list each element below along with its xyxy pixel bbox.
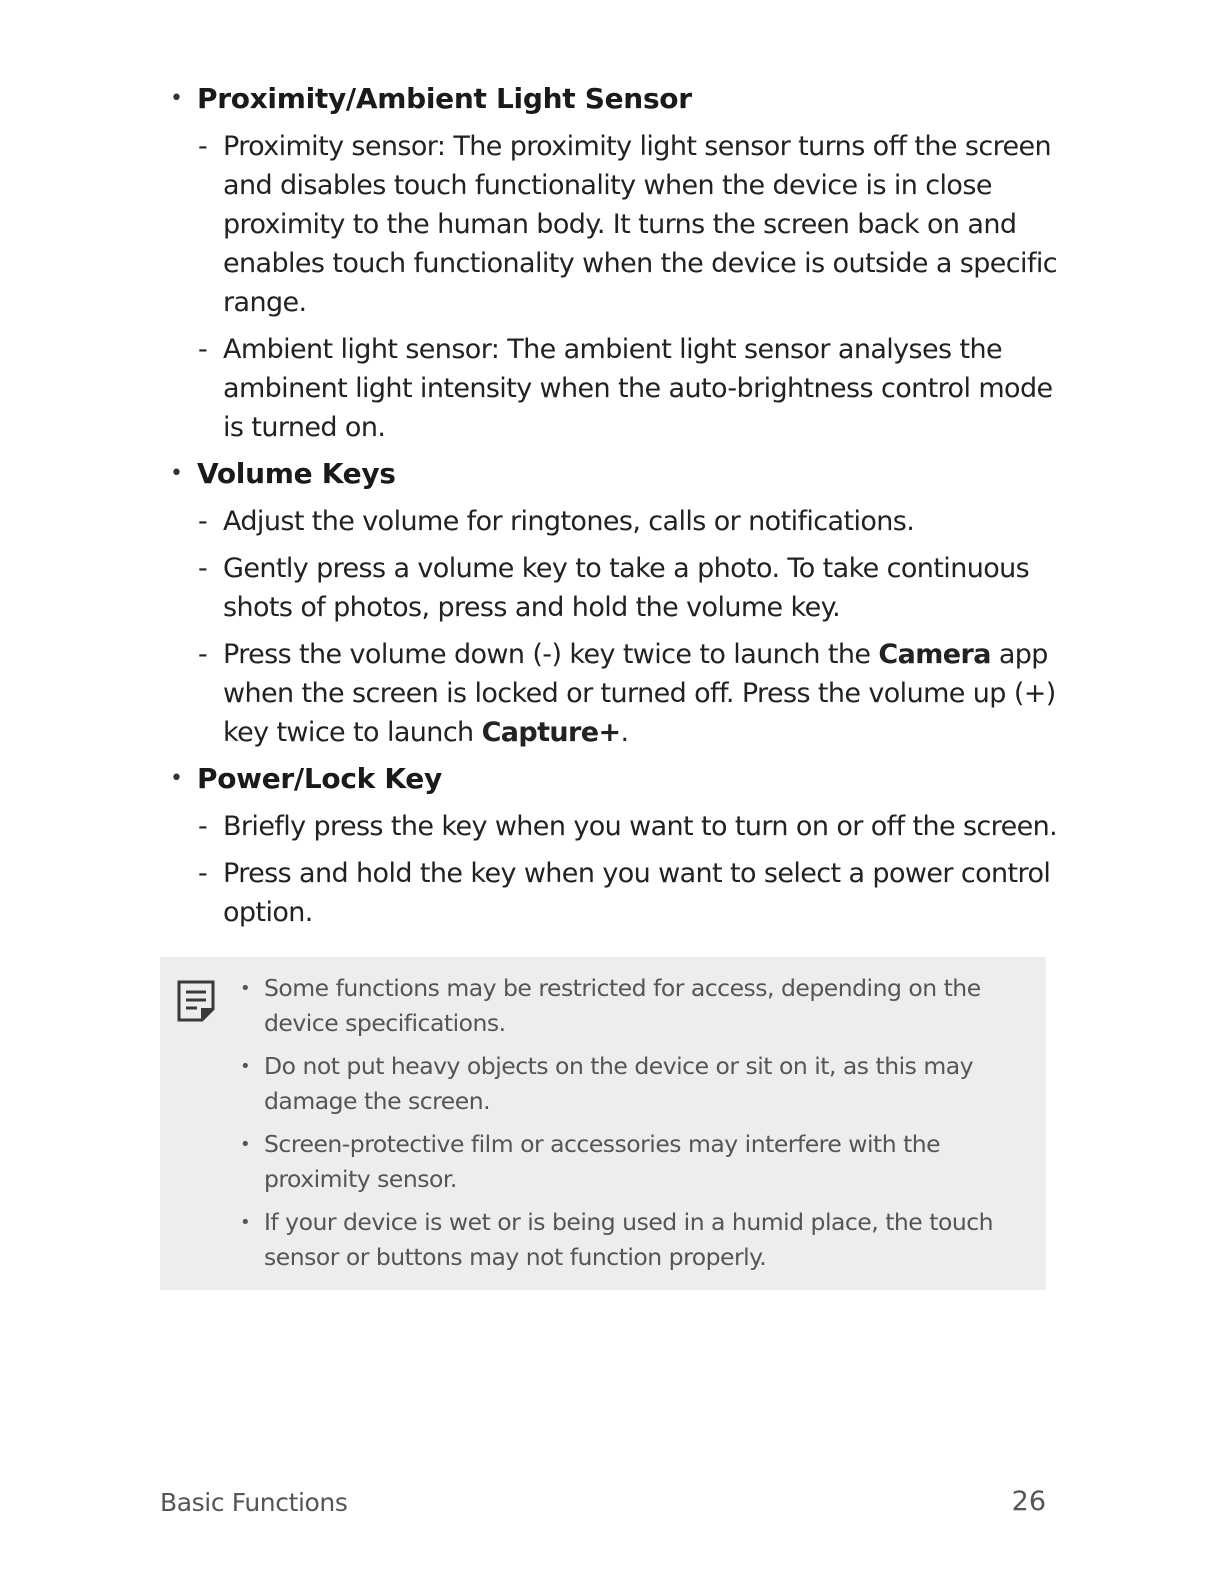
bullet: • bbox=[170, 766, 183, 791]
section-title bbox=[168, 455, 1058, 493]
page-number: 26 bbox=[1011, 1486, 1046, 1517]
sub-item-text-part: . bbox=[620, 717, 629, 748]
section-power-lock-key bbox=[168, 760, 1058, 932]
dash: - bbox=[198, 131, 208, 162]
sub-item-take-photo bbox=[168, 549, 1058, 627]
section-title-text: Power/Lock Key bbox=[197, 762, 442, 795]
note-box bbox=[160, 957, 1046, 1290]
camera-app-name: Camera bbox=[878, 639, 991, 670]
bullet: • bbox=[240, 1056, 251, 1077]
note-icon bbox=[176, 979, 216, 1023]
sub-item-text: Briefly press the key when you want to turn on or off the screen. bbox=[223, 811, 1058, 842]
sub-item-press-and-hold bbox=[168, 854, 1058, 932]
note-item-text: If your device is wet or is being used in a humid place, the touch sensor or buttons may not function properly. bbox=[264, 1208, 994, 1271]
note-item bbox=[236, 1049, 1016, 1119]
dash: - bbox=[198, 811, 208, 842]
sub-item-adjust-volume bbox=[168, 502, 1058, 541]
bullet: • bbox=[170, 86, 183, 111]
main-content bbox=[168, 80, 1058, 940]
dash: - bbox=[198, 553, 208, 584]
section-title-text: Volume Keys bbox=[197, 457, 396, 490]
note-item-text: Do not put heavy objects on the device or sit on it, as this may damage the screen. bbox=[264, 1052, 974, 1115]
note-list bbox=[236, 971, 1016, 1283]
sub-item-text: Gently press a volume key to take a photo. To take continuous shots of photos, press and hold the volume key. bbox=[223, 553, 1030, 623]
dash: - bbox=[198, 506, 208, 537]
bullet: • bbox=[240, 1212, 251, 1233]
sub-item-proximity bbox=[168, 127, 1058, 322]
bullet: • bbox=[240, 978, 251, 999]
sub-item-text-part: app when the screen is locked or turned off. Press the volume up (+) key twice to launch bbox=[223, 639, 1056, 748]
section-volume-keys bbox=[168, 455, 1058, 752]
dash: - bbox=[198, 858, 208, 889]
section-title bbox=[168, 80, 1058, 118]
dash: - bbox=[198, 334, 208, 365]
section-title-text: Proximity/Ambient Light Sensor bbox=[197, 82, 692, 115]
note-item bbox=[236, 1205, 1016, 1275]
sub-item-text-part: Press the volume down (-) key twice to launch the bbox=[223, 639, 879, 670]
footer-section-name: Basic Functions bbox=[160, 1488, 348, 1517]
note-item-text: Some functions may be restricted for access, depending on the device specifications. bbox=[264, 974, 981, 1037]
note-item bbox=[236, 971, 1016, 1041]
capture-plus-app-name: Capture+ bbox=[481, 717, 621, 748]
bullet: • bbox=[170, 461, 183, 486]
note-item-text: Screen-protective film or accessories may interfere with the proximity sensor. bbox=[264, 1130, 941, 1193]
sub-item-text: Ambient light sensor: The ambient light sensor analyses the ambinent light intensity when the auto-brightness control mode is turned on. bbox=[223, 334, 1053, 443]
sub-item-ambient bbox=[168, 330, 1058, 447]
sub-item-text: Proximity sensor: The proximity light sensor turns off the screen and disables touch functionality when the device is in close proximity to the human body. It turns the screen back on and enables touch functionality when the device is outside a specific range. bbox=[223, 131, 1057, 318]
sub-item-text: Press and hold the key when you want to select a power control option. bbox=[223, 858, 1051, 928]
section-title bbox=[168, 760, 1058, 798]
bullet: • bbox=[240, 1134, 251, 1155]
dash: - bbox=[198, 639, 208, 670]
note-item bbox=[236, 1127, 1016, 1197]
sub-item-briefly-press bbox=[168, 807, 1058, 846]
section-proximity-sensor bbox=[168, 80, 1058, 447]
sub-item-text: Adjust the volume for ringtones, calls or notifications. bbox=[223, 506, 915, 537]
sub-item-launch-camera bbox=[168, 635, 1058, 752]
